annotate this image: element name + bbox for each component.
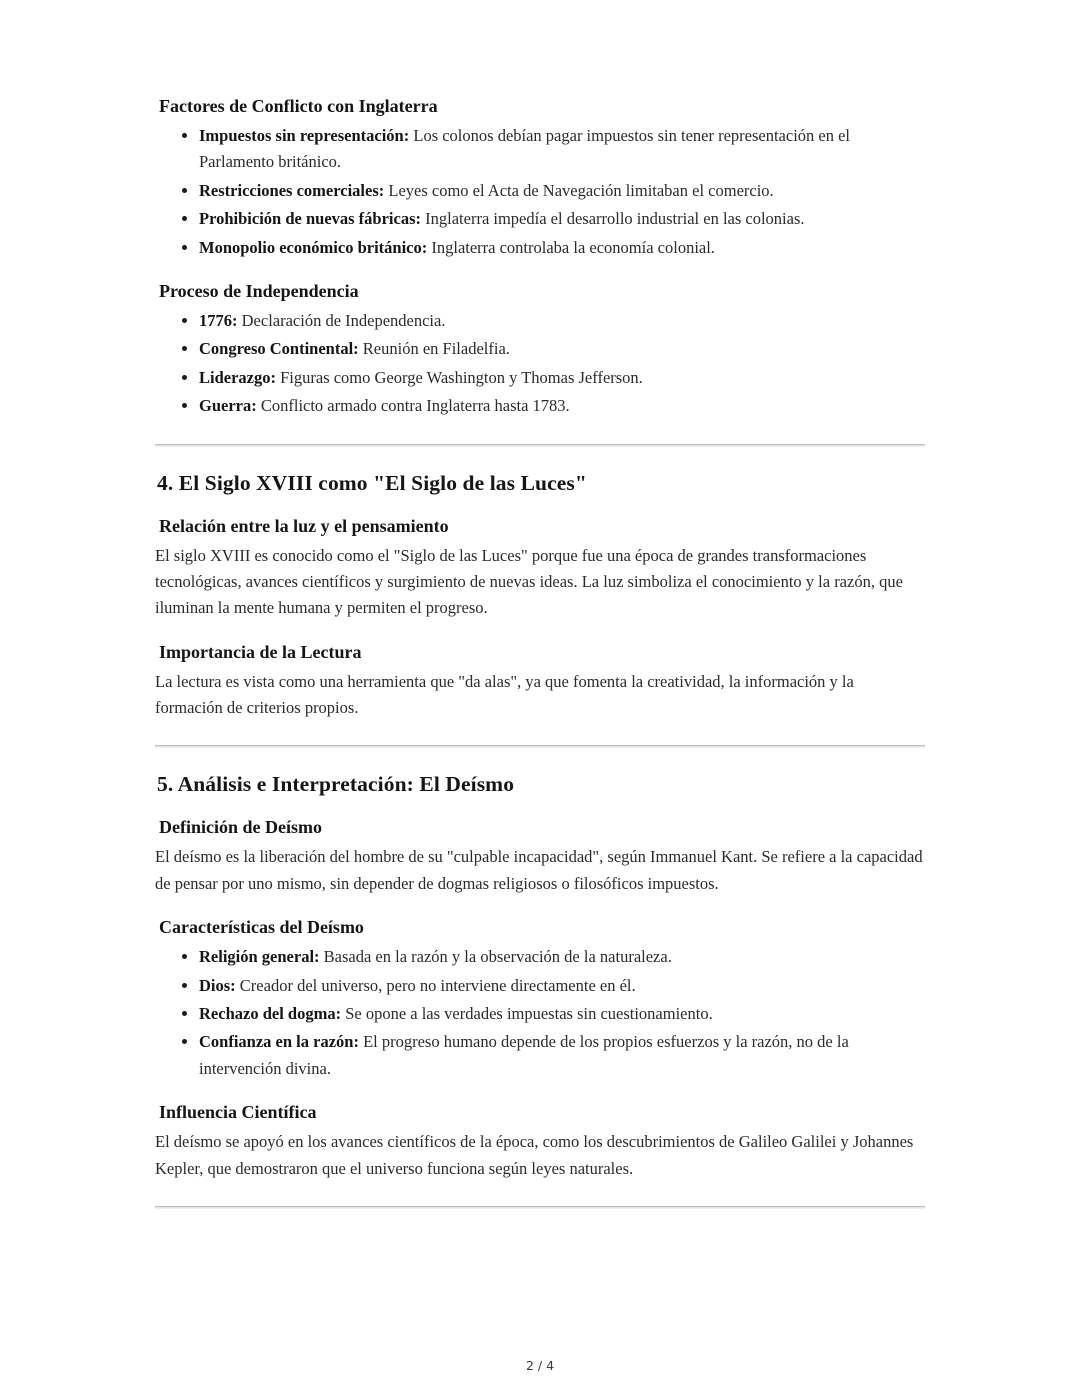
bullet-text: Creador del universo, pero no interviene directamente en él.: [239, 975, 636, 995]
bullet-label: Guerra:: [199, 396, 257, 416]
bullet-label: Dios:: [199, 975, 236, 995]
bullet-list-independencia: [155, 308, 925, 420]
bullet-label: Liderazgo:: [199, 367, 276, 387]
bullet-text: Inglaterra impedía el desarrollo industrial en las colonias.: [425, 209, 805, 229]
list-item: [199, 336, 925, 362]
bullet-label: Congreso Continental:: [199, 339, 359, 359]
list-item: [199, 944, 925, 970]
paragraph-definicion-deismo: El deísmo es la liberación del hombre de su "culpable incapacidad", según Immanuel Kant. Se refiere a la capacidad de pensar por uno mismo, sin depender de dogmas religiosos o filosóficos impuestos.: [155, 847, 923, 893]
section-heading-deismo: 5. Análisis e Interpretación: El Deísmo: [157, 772, 515, 797]
bullet-label: Restricciones comerciales:: [199, 180, 385, 200]
paragraph-importancia-lectura: La lectura es vista como una herramienta que "da alas", ya que fomenta la creatividad, la información y la formación de criterios propios.: [155, 671, 854, 718]
bullet-label: Rechazo del dogma:: [199, 1004, 342, 1024]
bullet-text: Figuras como George Washington y Thomas Jefferson.: [280, 367, 643, 387]
bullet-text: Basada en la razón y la observación de la naturaleza.: [323, 947, 672, 967]
section-heading-independencia: Proceso de Independencia: [159, 280, 359, 301]
list-item: [199, 1001, 925, 1027]
sub-heading-caracteristicas-deismo: Características del Deísmo: [159, 917, 364, 938]
bullet-label: Confianza en la razón:: [199, 1032, 359, 1052]
section-heading-siglo: 4. El Siglo XVIII como "El Siglo de las Luces": [157, 470, 587, 495]
bullet-text: Reunión en Filadelfia.: [362, 339, 510, 359]
list-item: [199, 206, 925, 232]
paragraph-relacion-luz: El siglo XVIII es conocido como el "Siglo de las Luces" porque fue una época de grandes transformaciones tecnológicas, avances científicos y surgimiento de nuevas ideas. La luz simboliza el conocimiento y la razón, que iluminan la mente humana y permiten el progreso.: [155, 545, 903, 618]
section-divider: [155, 745, 925, 748]
sub-heading-relacion-luz: Relación entre la luz y el pensamiento: [159, 515, 449, 536]
bullet-text: Declaración de Independencia.: [241, 310, 446, 330]
list-item: [199, 973, 925, 999]
bullet-text: Inglaterra controlaba la economía colonial.: [431, 237, 715, 257]
bullet-label: Prohibición de nuevas fábricas:: [199, 209, 422, 229]
list-item: [199, 235, 925, 261]
page-number: 2 / 4: [525, 1358, 555, 1373]
sub-heading-importancia-lectura: Importancia de la Lectura: [159, 641, 362, 662]
bullet-list-conflicto: [155, 123, 925, 261]
sub-heading-influencia-cientifica: Influencia Científica: [159, 1102, 317, 1123]
bullet-label: Religión general:: [199, 947, 320, 967]
bullet-text: Leyes como el Acta de Navegación limitaban el comercio.: [388, 180, 774, 200]
list-item: [199, 1029, 925, 1082]
bullet-text: Se opone a las verdades impuestas sin cuestionamiento.: [345, 1004, 713, 1024]
bullet-text: El progreso humano depende de los propios esfuerzos y la razón, no de la intervención divina.: [199, 1032, 849, 1078]
sub-heading-definicion-deismo: Definición de Deísmo: [159, 817, 322, 838]
section-divider: [155, 1206, 925, 1209]
paragraph-influencia-cientifica: El deísmo se apoyó en los avances científicos de la época, como los descubrimientos de Galileo Galilei y Johannes Kepler, que demostraron que el universo funciona según leyes naturales.: [155, 1132, 914, 1178]
bullet-text: Conflicto armado contra Inglaterra hasta 1783.: [260, 396, 570, 416]
list-item: [199, 393, 925, 419]
list-item: [199, 365, 925, 391]
bullet-label: Monopolio económico británico:: [199, 237, 428, 257]
section-divider: [155, 444, 925, 447]
list-item: [199, 178, 925, 204]
bullet-label: 1776:: [199, 310, 238, 330]
bullet-text: Los colonos debían pagar impuestos sin tener representación en el Parlamento británico.: [199, 126, 851, 172]
list-item: [199, 308, 925, 334]
bullet-label: Impuestos sin representación:: [199, 126, 410, 145]
bullet-list-deismo: [155, 944, 925, 1082]
list-item: [199, 123, 925, 176]
section-heading-conflicto: Factores de Conflicto con Inglaterra: [159, 96, 438, 116]
